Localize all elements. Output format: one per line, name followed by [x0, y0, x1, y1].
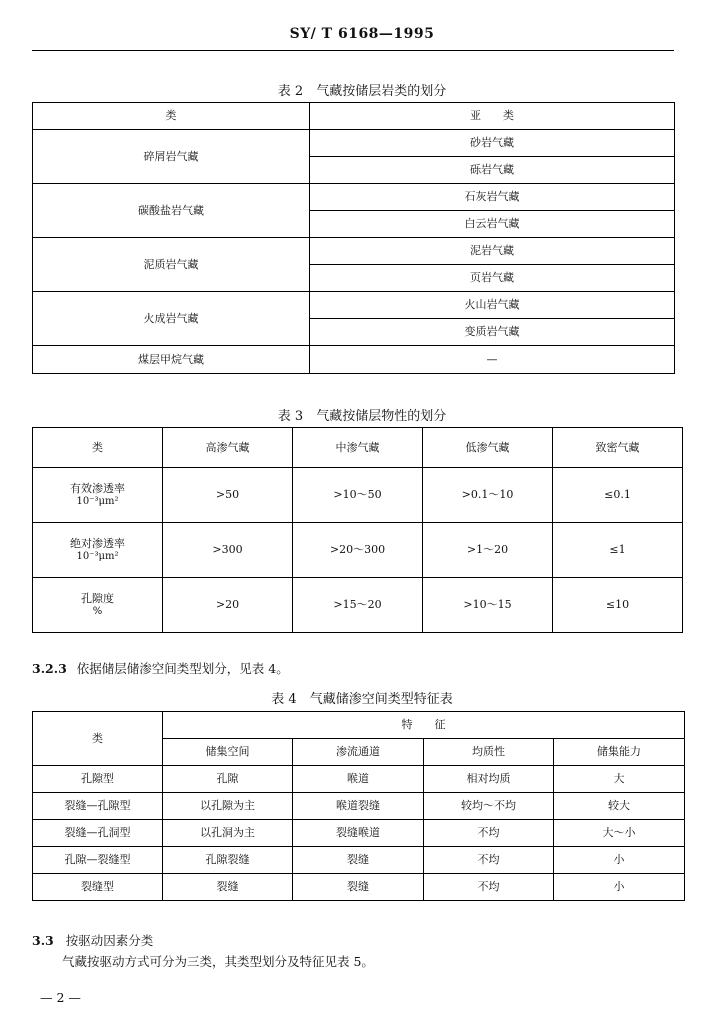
- table4-cell: 孔隙裂缝: [163, 847, 293, 874]
- table3-head-medium: 中渗气藏: [293, 428, 423, 468]
- table2-class: 泥质岩气藏: [33, 238, 310, 292]
- table3-head-tight: 致密气藏: [553, 428, 683, 468]
- table3-caption: 表 3 气藏按储层物性的划分: [277, 409, 447, 424]
- table2-header-row: [33, 103, 675, 130]
- row-label-text: 有效渗透率: [70, 481, 125, 495]
- table4-cell: 相对均质: [424, 766, 554, 793]
- table-row: [33, 238, 675, 265]
- table2-subclass: 泥岩气藏: [310, 238, 675, 265]
- table4-header-row: [33, 712, 685, 739]
- table2-class: 碎屑岩气藏: [33, 130, 310, 184]
- table3-cell: >1～20: [423, 523, 553, 578]
- section-number: 3.3: [32, 933, 54, 948]
- row-label-text: 孔隙度: [81, 591, 114, 605]
- table4-cell: 小: [554, 847, 685, 874]
- table4-head-feature: 特 征: [163, 712, 685, 739]
- table2-subclass: 变质岩气藏: [310, 319, 675, 346]
- table3-cell: >50: [163, 468, 293, 523]
- section-3-3: [32, 931, 153, 949]
- table3-row-label: [33, 523, 163, 578]
- table2-head-class: 类: [33, 103, 310, 130]
- table3-row-label: [33, 468, 163, 523]
- table4-type: 裂缝—孔洞型: [33, 820, 163, 847]
- section-text: 依据储层储渗空间类型划分，见表 4。: [76, 661, 289, 676]
- standard-header: SY/ T 6168—1995: [289, 26, 435, 42]
- table-row: [33, 578, 683, 633]
- table4-cell: 大: [554, 766, 685, 793]
- table3-cell: >15～20: [293, 578, 423, 633]
- table2-subclass: 白云岩气藏: [310, 211, 675, 238]
- table2-subclass: 火山岩气藏: [310, 292, 675, 319]
- table3-head-class: 类: [33, 428, 163, 468]
- section-3-3-text: 气藏按驱动方式可分为三类，其类型划分及特征见表 5。: [62, 954, 374, 969]
- table3-cell: >20: [163, 578, 293, 633]
- table3-cell: ≤10: [553, 578, 683, 633]
- table4-cell: 不均: [424, 874, 554, 901]
- table3-head-high: 高渗气藏: [163, 428, 293, 468]
- table-row: [33, 184, 675, 211]
- table4-col-head: 均质性: [424, 739, 554, 766]
- table3-cell: ≤1: [553, 523, 683, 578]
- table4-cell: 喉道裂缝: [293, 793, 424, 820]
- table4-cell: 裂缝喉道: [293, 820, 424, 847]
- table4-cell: 以孔洞为主: [163, 820, 293, 847]
- table-row: [33, 847, 685, 874]
- table4-cell: 不均: [424, 820, 554, 847]
- table3-cell: >20～300: [293, 523, 423, 578]
- table2-class: 碳酸盐岩气藏: [33, 184, 310, 238]
- table4-type: 孔隙—裂缝型: [33, 847, 163, 874]
- table-row: [33, 292, 675, 319]
- section-number: 3.2.3: [32, 661, 67, 676]
- table4-cell: 裂缝: [163, 874, 293, 901]
- table-row: [33, 820, 685, 847]
- row-unit: 10⁻³μm²: [76, 495, 119, 507]
- table-row: [33, 523, 683, 578]
- table2-subclass: —: [310, 346, 675, 374]
- table2-subclass: 砾岩气藏: [310, 157, 675, 184]
- table4-cell: 以孔隙为主: [163, 793, 293, 820]
- row-unit: 10⁻³μm²: [76, 550, 119, 562]
- table3-cell: >10～15: [423, 578, 553, 633]
- table4-cell: 裂缝: [293, 847, 424, 874]
- table2-subclass: 砂岩气藏: [310, 130, 675, 157]
- table-row: [33, 346, 675, 374]
- table4-type: 孔隙型: [33, 766, 163, 793]
- table-row: [33, 793, 685, 820]
- table-row: [33, 766, 685, 793]
- table2-subclass: 石灰岩气藏: [310, 184, 675, 211]
- table4-cell: 大～小: [554, 820, 685, 847]
- table4-cell: 喉道: [293, 766, 424, 793]
- table2: [32, 102, 675, 374]
- table4-caption: 表 4 气藏储渗空间类型特征表: [271, 692, 453, 707]
- table-row: [33, 130, 675, 157]
- table4: [32, 711, 685, 901]
- table2-head-subclass: 亚 类: [310, 103, 675, 130]
- table4-col-head: 储集能力: [554, 739, 685, 766]
- table4-cell: 孔隙: [163, 766, 293, 793]
- table3-header-row: [33, 428, 683, 468]
- table3-cell: ≤0.1: [553, 468, 683, 523]
- table4-head-class: 类: [33, 712, 163, 766]
- table3-head-low: 低渗气藏: [423, 428, 553, 468]
- table3-row-label: [33, 578, 163, 633]
- table-row: [33, 874, 685, 901]
- table4-col-head: 储集空间: [163, 739, 293, 766]
- table4-cell: 较均～不均: [424, 793, 554, 820]
- row-label-text: 绝对渗透率: [70, 536, 125, 550]
- table4-type: 裂缝型: [33, 874, 163, 901]
- section-3-2-3: [32, 659, 289, 677]
- table2-caption: 表 2 气藏按储层岩类的划分: [277, 84, 447, 99]
- table3-cell: >0.1～10: [423, 468, 553, 523]
- row-unit: %: [92, 605, 103, 617]
- table3-cell: >300: [163, 523, 293, 578]
- table4-cell: 不均: [424, 847, 554, 874]
- table2-class: 煤层甲烷气藏: [33, 346, 310, 374]
- section-title: 按驱动因素分类: [65, 933, 154, 948]
- table2-class: 火成岩气藏: [33, 292, 310, 346]
- table3: [32, 427, 683, 633]
- table-row: [33, 468, 683, 523]
- table2-subclass: 页岩气藏: [310, 265, 675, 292]
- table4-cell: 较大: [554, 793, 685, 820]
- table4-type: 裂缝—孔隙型: [33, 793, 163, 820]
- table4-col-head: 渗流通道: [293, 739, 424, 766]
- table4-cell: 裂缝: [293, 874, 424, 901]
- table4-cell: 小: [554, 874, 685, 901]
- table3-cell: >10～50: [293, 468, 423, 523]
- page-number: — 2 —: [40, 990, 81, 1005]
- header-rule: [32, 50, 674, 51]
